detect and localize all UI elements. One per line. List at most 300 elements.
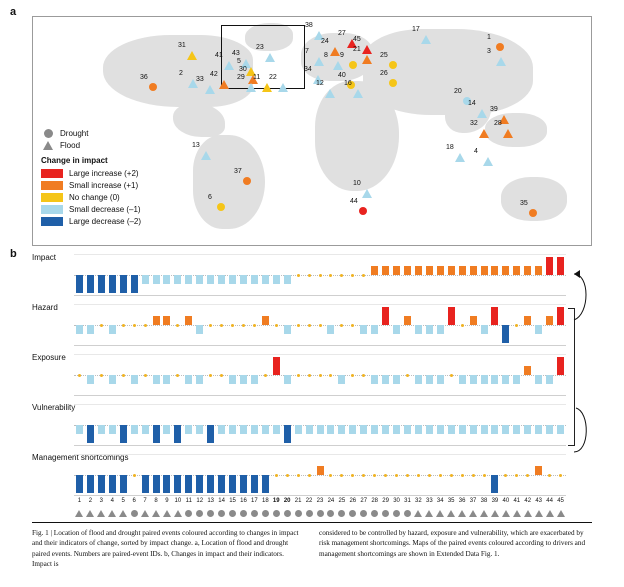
- bar-4-37: [483, 474, 486, 477]
- bar-0-28: [382, 266, 389, 275]
- event-symbol-32: [413, 510, 423, 519]
- bar-3-26: [360, 425, 367, 434]
- bar-0-20: [297, 274, 300, 277]
- bar-1-1: [87, 325, 94, 334]
- bar-3-37: [481, 425, 488, 434]
- map-marker-label-31: 31: [178, 42, 186, 49]
- bar-3-19: [284, 425, 291, 443]
- bar-4-6: [142, 475, 149, 493]
- world-map: [32, 16, 592, 246]
- event-symbol-11: [184, 510, 194, 519]
- bar-3-5: [131, 425, 138, 434]
- panel-b: [10, 248, 592, 518]
- map-marker-label-34: 34: [304, 66, 312, 73]
- bar-4-29: [395, 474, 398, 477]
- bar-3-42: [535, 425, 542, 434]
- bar-4-4: [120, 475, 127, 493]
- bar-0-18: [273, 275, 280, 284]
- bar-4-35: [461, 474, 464, 477]
- x-tick-35: 35: [447, 498, 455, 504]
- x-tick-15: 15: [229, 498, 236, 504]
- bar-4-22: [317, 466, 324, 475]
- x-tick-24: 24: [327, 498, 335, 504]
- event-symbol-19: [271, 510, 281, 519]
- legend-flood-label: Flood: [60, 141, 81, 150]
- bar-1-41: [524, 316, 531, 325]
- legend-item-2: [41, 193, 191, 202]
- bar-0-35: [459, 266, 466, 275]
- bar-3-35: [459, 425, 466, 434]
- bar-4-16: [251, 475, 258, 493]
- map-marker-label-8: 8: [324, 52, 328, 59]
- x-tick-43: 43: [535, 498, 542, 504]
- bar-4-36: [472, 474, 475, 477]
- x-tick-42: 42: [524, 498, 532, 504]
- event-symbol-45: [556, 510, 566, 519]
- bar-0-40: [513, 266, 520, 275]
- bar-3-0: [76, 425, 83, 434]
- event-symbol-40: [501, 510, 511, 519]
- bar-2-36: [470, 375, 477, 384]
- bar-4-38: [491, 475, 498, 493]
- indicator-chart: [32, 254, 572, 512]
- bar-1-23: [327, 325, 334, 334]
- row-plot-0: [74, 254, 566, 296]
- map-marker-label-40: 40: [338, 72, 346, 79]
- bar-3-17: [262, 425, 269, 434]
- map-marker-1: [496, 43, 504, 51]
- bar-1-35: [461, 324, 464, 327]
- map-marker-26: [389, 79, 397, 87]
- bar-3-29: [393, 425, 400, 434]
- bar-2-35: [459, 375, 466, 384]
- bar-1-11: [196, 325, 203, 334]
- map-marker-label-26: 26: [380, 70, 388, 77]
- bar-2-40: [513, 375, 520, 384]
- map-marker-label-21: 21: [353, 46, 361, 53]
- map-marker-label-33: 33: [196, 76, 204, 83]
- map-marker-44: [359, 207, 367, 215]
- map-marker-label-30: 30: [239, 66, 247, 73]
- bar-4-31: [417, 474, 420, 477]
- bar-0-26: [362, 274, 365, 277]
- bar-3-33: [437, 425, 444, 434]
- bar-4-14: [229, 475, 236, 493]
- map-marker-label-38: 38: [305, 22, 313, 29]
- bar-3-38: [491, 425, 498, 434]
- bar-0-17: [262, 275, 269, 284]
- bar-3-3: [109, 425, 116, 434]
- event-symbol-37: [468, 510, 478, 519]
- bar-2-16: [251, 375, 258, 384]
- map-marker-9: [349, 61, 357, 69]
- bar-1-3: [109, 325, 116, 334]
- bar-3-16: [251, 425, 258, 434]
- map-marker-42: [219, 80, 229, 89]
- bar-4-12: [207, 475, 214, 493]
- bar-3-36: [470, 425, 477, 434]
- map-marker-label-37: 37: [234, 168, 242, 175]
- bar-3-27: [371, 425, 378, 434]
- map-legend: [41, 129, 191, 229]
- event-symbol-30: [392, 510, 402, 519]
- bar-2-33: [437, 375, 444, 384]
- bar-2-14: [229, 375, 236, 384]
- row-label-2: Exposure: [32, 353, 66, 362]
- bar-2-31: [415, 375, 422, 384]
- bar-2-3: [109, 375, 116, 384]
- x-tick-21: 21: [294, 498, 302, 504]
- map-marker-32: [479, 129, 489, 138]
- bar-2-43: [546, 375, 553, 384]
- event-symbol-10: [173, 510, 183, 519]
- bar-0-37: [481, 266, 488, 275]
- x-tick-44: 44: [546, 498, 553, 504]
- event-symbol-6: [129, 510, 139, 519]
- event-symbol-42: [523, 510, 533, 519]
- legend-swatch-4: [41, 217, 63, 226]
- bar-4-42: [535, 466, 542, 475]
- event-symbol-25: [337, 510, 347, 519]
- bar-4-25: [351, 474, 354, 477]
- map-marker-41: [224, 61, 234, 70]
- map-marker-23: [265, 53, 275, 62]
- bar-3-39: [502, 425, 509, 434]
- map-marker-label-5: 5: [237, 58, 241, 65]
- map-marker-17: [421, 35, 431, 44]
- event-symbol-7: [140, 510, 150, 519]
- map-marker-14: [477, 109, 487, 118]
- x-tick-10: 10: [174, 498, 182, 504]
- bar-2-2: [100, 374, 103, 377]
- bar-2-12: [209, 374, 212, 377]
- event-symbol-14: [217, 510, 227, 519]
- bar-0-1: [87, 275, 94, 293]
- bar-2-20: [297, 374, 300, 377]
- map-marker-45: [362, 45, 372, 54]
- bar-0-27: [371, 266, 378, 275]
- bar-1-19: [284, 325, 291, 334]
- x-tick-3: 3: [99, 498, 103, 504]
- bar-3-24: [338, 425, 345, 434]
- map-marker-label-13: 13: [192, 142, 200, 149]
- bar-2-22: [319, 374, 322, 377]
- bar-3-20: [295, 425, 302, 434]
- x-tick-40: 40: [502, 498, 510, 504]
- map-marker-label-44: 44: [350, 198, 358, 205]
- bar-2-10: [185, 375, 192, 384]
- bar-3-34: [448, 425, 455, 434]
- bar-4-34: [450, 474, 453, 477]
- drought-circle-icon: [41, 129, 55, 138]
- bar-3-13: [218, 425, 225, 434]
- bar-2-9: [176, 374, 179, 377]
- legend-label-1: Small increase (+1): [69, 181, 139, 190]
- bar-2-5: [131, 375, 138, 384]
- bar-1-40: [515, 324, 518, 327]
- landmass-southeast-asia: [485, 113, 547, 147]
- bar-2-8: [163, 375, 170, 384]
- map-marker-label-36: 36: [140, 74, 148, 81]
- event-symbol-26: [348, 510, 358, 519]
- x-tick-22: 22: [305, 498, 313, 504]
- bar-1-2: [100, 324, 103, 327]
- bar-0-31: [415, 266, 422, 275]
- bar-1-5: [133, 324, 136, 327]
- row-plot-1: [74, 304, 566, 346]
- bar-3-10: [185, 425, 192, 434]
- x-tick-30: 30: [393, 498, 400, 504]
- bar-2-18: [273, 357, 280, 375]
- caption-col-2: considered to be controlled by hazard, exposure and vulnerability, which are exacerbated by risk management shortcomings. Maps of the paired events coloured according to drivers and management shortcomings are shown in Extended Data Fig. 1.: [319, 529, 586, 558]
- bar-1-38: [491, 307, 498, 325]
- bar-1-43: [546, 316, 553, 325]
- bar-2-42: [535, 375, 542, 384]
- bar-4-3: [109, 475, 116, 493]
- legend-flood: [41, 141, 191, 150]
- x-tick-37: 37: [469, 498, 477, 504]
- bar-4-18: [275, 474, 278, 477]
- event-symbol-4: [107, 510, 117, 519]
- event-symbol-2: [85, 510, 95, 519]
- bar-0-43: [546, 257, 553, 275]
- x-tick-32: 32: [415, 498, 422, 504]
- map-marker-28: [503, 129, 513, 138]
- event-type-symbol-row: [74, 510, 566, 522]
- x-tick-2: 2: [88, 498, 93, 504]
- bar-1-7: [153, 316, 160, 325]
- map-marker-16: [353, 89, 363, 98]
- bar-0-15: [240, 275, 247, 284]
- bar-0-34: [448, 266, 455, 275]
- bar-4-32: [428, 474, 431, 477]
- bar-2-41: [524, 366, 531, 375]
- bar-3-41: [524, 425, 531, 434]
- x-tick-16: 16: [240, 498, 247, 504]
- map-marker-label-17: 17: [412, 26, 420, 33]
- map-marker-22: [278, 83, 288, 92]
- bar-4-24: [340, 474, 343, 477]
- legend-drought: [41, 129, 191, 138]
- map-marker-label-14: 14: [468, 100, 476, 107]
- bar-1-13: [220, 324, 223, 327]
- map-marker-29: [246, 83, 256, 92]
- bar-2-7: [153, 375, 160, 384]
- map-marker-label-32: 32: [470, 120, 478, 127]
- bar-4-13: [218, 475, 225, 493]
- bar-3-6: [142, 425, 149, 434]
- bar-1-28: [382, 307, 389, 325]
- row-plot-4: [74, 454, 566, 496]
- bar-4-15: [240, 475, 247, 493]
- bar-0-2: [98, 275, 105, 293]
- map-marker-label-7: 7: [305, 48, 309, 55]
- arrow-annotations: [572, 262, 598, 462]
- bar-0-14: [229, 275, 236, 284]
- bar-1-44: [557, 307, 564, 325]
- bar-2-39: [502, 375, 509, 384]
- map-marker-8: [333, 61, 343, 70]
- map-marker-label-9: 9: [340, 52, 344, 59]
- bar-1-26: [360, 325, 367, 334]
- map-marker-36: [149, 83, 157, 91]
- map-marker-3: [496, 57, 506, 66]
- map-marker-label-43: 43: [232, 50, 240, 57]
- bar-0-42: [535, 266, 542, 275]
- bar-0-39: [502, 266, 509, 275]
- bar-4-39: [504, 474, 507, 477]
- event-symbol-15: [228, 510, 238, 519]
- bar-3-15: [240, 425, 247, 434]
- x-tick-38: 38: [480, 498, 488, 504]
- legend-label-3: Small decrease (–1): [69, 205, 141, 214]
- bar-1-25: [351, 324, 354, 327]
- bar-4-40: [515, 474, 518, 477]
- map-marker-label-35: 35: [520, 200, 528, 207]
- bar-4-27: [373, 474, 376, 477]
- event-symbol-35: [446, 510, 456, 519]
- event-symbol-17: [249, 510, 259, 519]
- bar-2-11: [196, 375, 203, 384]
- bar-3-44: [557, 425, 564, 434]
- map-marker-label-10: 10: [353, 180, 361, 187]
- x-tick-13: 13: [207, 498, 214, 504]
- map-marker-label-2: 2: [179, 70, 183, 77]
- bar-1-20: [297, 324, 300, 327]
- bar-2-15: [240, 375, 247, 384]
- event-symbol-31: [402, 510, 412, 519]
- bar-2-44: [557, 357, 564, 375]
- x-tick-27: 27: [360, 498, 368, 504]
- legend-title: Change in impact: [41, 156, 108, 165]
- event-symbol-28: [370, 510, 380, 519]
- map-marker-label-39: 39: [490, 106, 498, 113]
- event-symbol-12: [195, 510, 205, 519]
- bar-1-15: [242, 324, 245, 327]
- legend-item-4: [41, 217, 191, 226]
- bar-2-30: [406, 374, 409, 377]
- map-marker-label-42: 42: [210, 71, 218, 78]
- bar-3-9: [174, 425, 181, 443]
- bar-3-40: [513, 425, 520, 434]
- x-tick-19: 19: [272, 498, 280, 504]
- bar-1-31: [415, 325, 422, 334]
- bar-4-11: [196, 475, 203, 493]
- bar-3-21: [306, 425, 313, 434]
- bar-1-34: [448, 307, 455, 325]
- bar-0-32: [426, 266, 433, 275]
- row-plot-3: [74, 404, 566, 446]
- bar-3-12: [207, 425, 214, 443]
- bar-4-20: [297, 474, 300, 477]
- bar-2-1: [87, 375, 94, 384]
- map-marker-label-22: 22: [269, 74, 277, 81]
- bar-4-2: [98, 475, 105, 493]
- legend-item-0: [41, 169, 191, 178]
- caption-rule: [32, 522, 592, 523]
- bar-3-28: [382, 425, 389, 434]
- legend-label-4: Large decrease (–2): [69, 217, 142, 226]
- map-marker-33: [205, 85, 215, 94]
- map-marker-6: [217, 203, 225, 211]
- bar-0-8: [163, 275, 170, 284]
- bar-0-41: [524, 266, 531, 275]
- map-marker-label-25: 25: [380, 52, 388, 59]
- map-marker-label-12: 12: [316, 80, 324, 87]
- map-marker-label-16: 16: [344, 80, 352, 87]
- event-symbol-27: [359, 510, 369, 519]
- bar-0-9: [174, 275, 181, 284]
- map-marker-37: [243, 177, 251, 185]
- bar-3-2: [98, 425, 105, 434]
- bar-0-21: [308, 274, 311, 277]
- bar-1-32: [426, 325, 433, 334]
- event-symbol-8: [151, 510, 161, 519]
- bar-0-25: [351, 274, 354, 277]
- bar-2-26: [362, 374, 365, 377]
- event-symbol-16: [238, 510, 248, 519]
- bar-2-23: [329, 374, 332, 377]
- event-symbol-24: [326, 510, 336, 519]
- bar-1-14: [231, 324, 234, 327]
- bar-3-8: [163, 425, 170, 434]
- x-tick-23: 23: [316, 498, 324, 504]
- bar-2-34: [450, 374, 453, 377]
- bar-1-24: [340, 324, 343, 327]
- x-tick-7: 7: [143, 498, 147, 504]
- bar-2-38: [491, 375, 498, 384]
- x-tick-36: 36: [458, 498, 466, 504]
- x-tick-17: 17: [251, 498, 258, 504]
- x-tick-33: 33: [425, 498, 433, 504]
- bar-2-21: [308, 374, 311, 377]
- map-marker-label-20: 20: [454, 88, 462, 95]
- map-marker-13: [201, 151, 211, 160]
- bar-0-38: [491, 266, 498, 275]
- bar-1-18: [275, 324, 278, 327]
- bar-0-3: [109, 275, 116, 293]
- event-symbol-21: [293, 510, 303, 519]
- bar-2-13: [220, 374, 223, 377]
- bar-1-0: [76, 325, 83, 334]
- map-marker-11: [262, 83, 272, 92]
- bar-0-11: [196, 275, 203, 284]
- bar-0-19: [284, 275, 291, 284]
- row-label-3: Vulnerability: [32, 403, 76, 412]
- row-label-0: Impact: [32, 253, 57, 262]
- bar-1-27: [371, 325, 378, 334]
- event-symbol-9: [162, 510, 172, 519]
- bar-4-0: [76, 475, 83, 493]
- caption-col-1: Fig. 1 | Location of flood and drought paired events coloured according to changes in impact and their indicators of change, sorted by impact change. a, Location of flood and drought paired events. Numbers are paired-event IDs. b, Changes in impact and their indicators. Impact is: [32, 529, 299, 569]
- map-marker-10: [362, 189, 372, 198]
- event-symbol-34: [435, 510, 445, 519]
- row-plot-2: [74, 354, 566, 396]
- bar-2-0: [78, 374, 81, 377]
- bar-0-10: [185, 275, 192, 284]
- bar-3-7: [153, 425, 160, 443]
- bar-0-5: [131, 275, 138, 293]
- map-marker-label-29: 29: [237, 74, 245, 81]
- event-symbol-44: [545, 510, 555, 519]
- legend-label-0: Large increase (+2): [69, 169, 139, 178]
- map-marker-label-11: 11: [253, 74, 261, 81]
- event-symbol-23: [315, 510, 325, 519]
- bar-0-24: [340, 274, 343, 277]
- bar-1-10: [185, 316, 192, 325]
- x-tick-20: 20: [283, 498, 291, 504]
- bar-1-22: [319, 324, 322, 327]
